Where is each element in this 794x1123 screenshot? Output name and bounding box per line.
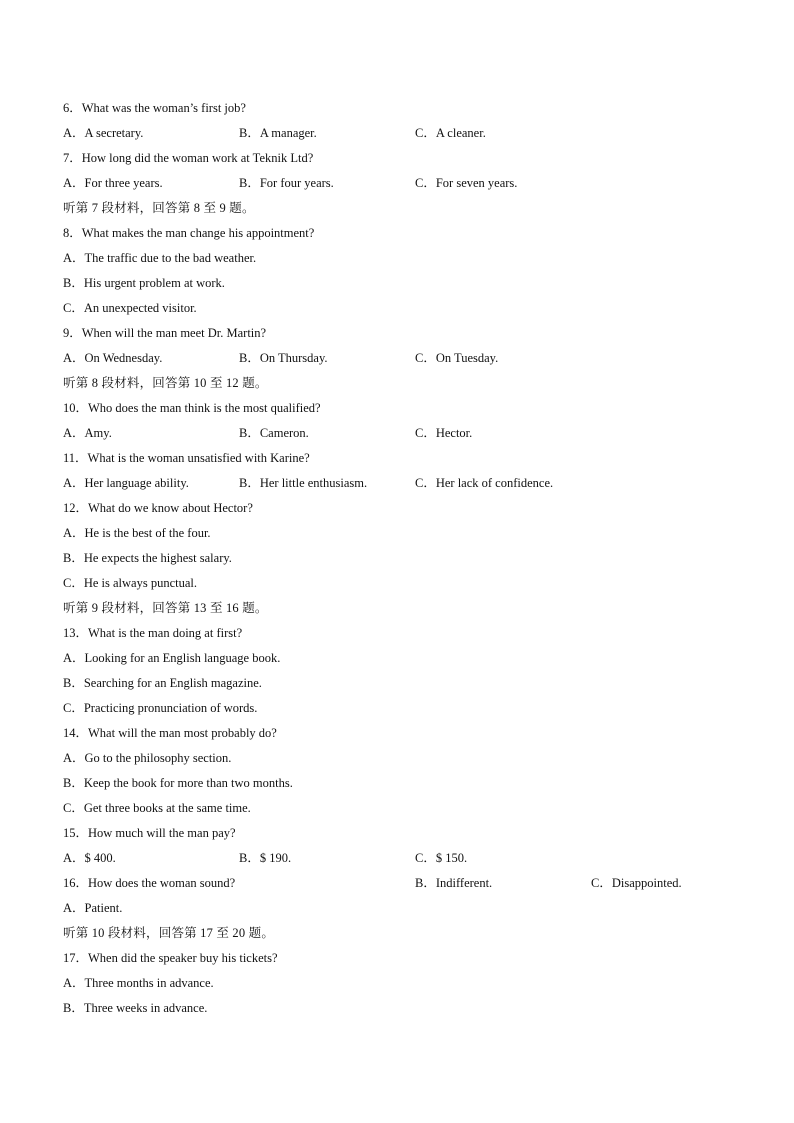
question-line: C．Get three books at the same time. xyxy=(63,801,251,815)
question-line: C．Practicing pronunciation of words. xyxy=(63,701,258,715)
option-c: C．Disappointed. xyxy=(591,876,682,890)
option-a: A．$ 400. xyxy=(63,851,116,865)
options-row xyxy=(63,846,743,871)
option-c: C．For seven years. xyxy=(415,176,518,190)
options-row xyxy=(63,171,743,196)
question-line: C．An unexpected visitor. xyxy=(63,301,197,315)
question-line: 14．What will the man most probably do? xyxy=(63,726,277,740)
option-c: C．$ 150. xyxy=(415,851,468,865)
option-a: A．For three years. xyxy=(63,176,163,190)
option-b: B．A manager. xyxy=(239,126,317,140)
option-a: A．A secretary. xyxy=(63,126,144,140)
question-line: 12．What do we know about Hector? xyxy=(63,501,253,515)
question-line: C．He is always punctual. xyxy=(63,576,198,590)
question-line: A．The traffic due to the bad weather. xyxy=(63,251,257,265)
options-row xyxy=(63,346,743,371)
question-line: A．He is the best of the four. xyxy=(63,526,211,540)
option-a: A．Amy. xyxy=(63,426,112,440)
question-line: 15．How much will the man pay? xyxy=(63,826,236,840)
option-b: B．$ 190. xyxy=(239,851,292,865)
question-line: A．Patient. xyxy=(63,901,123,915)
question-line: 7．How long did the woman work at Teknik Ltd? xyxy=(63,151,314,165)
question-line: 13．What is the man doing at first? xyxy=(63,626,243,640)
option-c: C．Her lack of confidence. xyxy=(415,476,554,490)
section-instruction: 听第 10 段材料，回答第 17 至 20 题。 xyxy=(63,926,275,940)
options-row xyxy=(63,471,743,496)
question-line: 11．What is the woman unsatisfied with Karine? xyxy=(63,451,310,465)
option-b: B．Cameron. xyxy=(239,426,309,440)
section-instruction: 听第 9 段材料，回答第 13 至 16 题。 xyxy=(63,601,268,615)
question-text: 16．How does the woman sound? xyxy=(63,876,236,890)
question-line: 8．What makes the man change his appointment? xyxy=(63,226,315,240)
question-line: B．His urgent problem at work. xyxy=(63,276,225,290)
option-b: B．Indifferent. xyxy=(415,876,493,890)
section-instruction: 听第 8 段材料，回答第 10 至 12 题。 xyxy=(63,376,268,390)
exam-content xyxy=(63,96,743,1021)
question-line: A．Three months in advance. xyxy=(63,976,214,990)
question-line: B．Keep the book for more than two months. xyxy=(63,776,293,790)
option-a: A．Her language ability. xyxy=(63,476,189,490)
option-b: B．For four years. xyxy=(239,176,334,190)
option-c: C．Hector. xyxy=(415,426,473,440)
question-line: A．Looking for an English language book. xyxy=(63,651,281,665)
options-row xyxy=(63,421,743,446)
question-line-with-options xyxy=(63,871,743,896)
option-b: B．On Thursday. xyxy=(239,351,328,365)
section-instruction: 听第 7 段材料，回答第 8 至 9 题。 xyxy=(63,201,255,215)
question-line: B．Searching for an English magazine. xyxy=(63,676,262,690)
question-line: A．Go to the philosophy section. xyxy=(63,751,232,765)
question-line: 9．When will the man meet Dr. Martin? xyxy=(63,326,267,340)
option-b: B．Her little enthusiasm. xyxy=(239,476,368,490)
question-line: 10．Who does the man think is the most qualified? xyxy=(63,401,321,415)
option-c: C．A cleaner. xyxy=(415,126,486,140)
option-a: A．On Wednesday. xyxy=(63,351,163,365)
question-line: B．Three weeks in advance. xyxy=(63,1001,208,1015)
option-c: C．On Tuesday. xyxy=(415,351,499,365)
options-row xyxy=(63,121,743,146)
question-line: 6．What was the woman’s first job? xyxy=(63,101,246,115)
question-line: 17．When did the speaker buy his tickets? xyxy=(63,951,278,965)
question-line: B．He expects the highest salary. xyxy=(63,551,232,565)
